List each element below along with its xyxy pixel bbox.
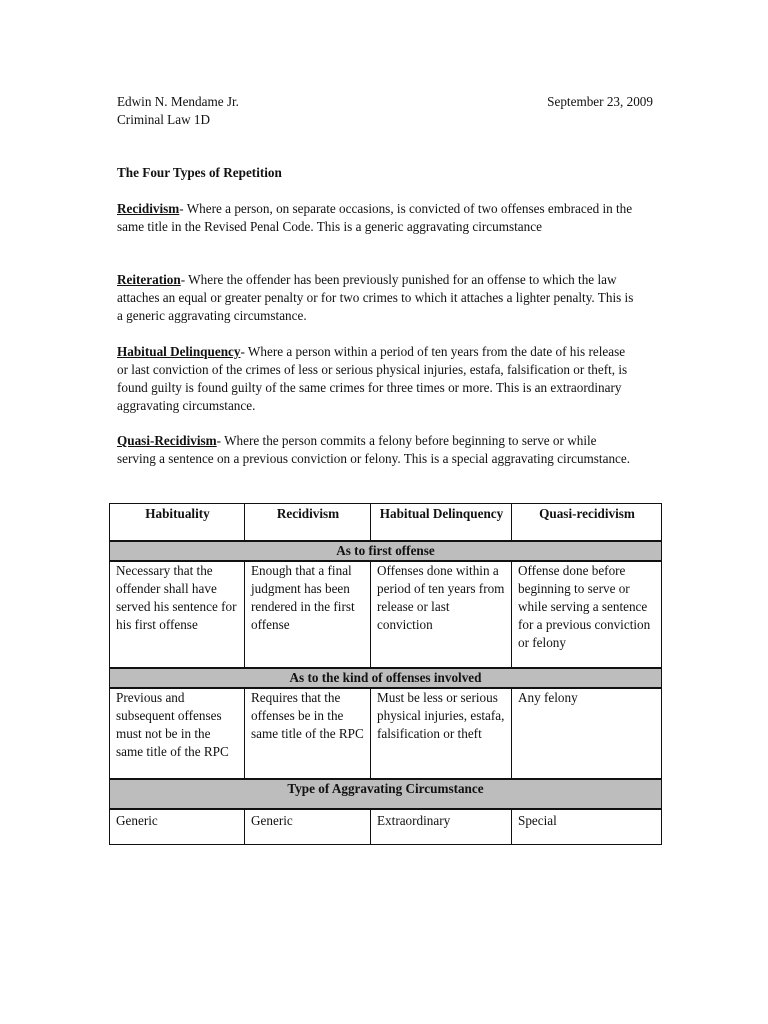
definition-recidivism	[117, 200, 637, 236]
definition-quasi-recidivism	[117, 432, 637, 468]
section-label: As to the kind of offenses involved	[110, 668, 662, 688]
definition-term: Recidivism	[117, 201, 180, 216]
column-header: Quasi-recidivism	[512, 504, 662, 542]
table-row	[110, 809, 662, 845]
table-cell: Any felony	[512, 688, 662, 779]
table-cell: Enough that a final judgment has been rendered in the first offense	[245, 561, 371, 668]
section-row	[110, 668, 662, 688]
section-row	[110, 779, 662, 809]
course-name: Criminal Law 1D	[117, 112, 211, 127]
definition-term: Reiteration	[117, 272, 181, 287]
table-cell: Special	[512, 809, 662, 845]
table-cell: Previous and subsequent offenses must not be in the same title of the RPC	[110, 688, 245, 779]
column-header: Habitual Delinquency	[371, 504, 512, 542]
definition-text: - Where the offender has been previously punished for an offense to which the law attaches an equal or greater penalty or for two crimes to which it attaches a lighter penalty. This is a generic aggravating circumstance.	[117, 272, 634, 323]
section-label: Type of Aggravating Circumstance	[110, 779, 662, 809]
section-row	[110, 541, 662, 561]
table-cell: Requires that the offenses be in the same title of the RPC	[245, 688, 371, 779]
column-header: Recidivism	[245, 504, 371, 542]
table-cell: Extraordinary	[371, 809, 512, 845]
section-label: As to first offense	[110, 541, 662, 561]
table-row	[110, 561, 662, 668]
table-cell: Generic	[245, 809, 371, 845]
table-row	[110, 688, 662, 779]
definition-text: - Where a person, on separate occasions, is convicted of two offenses embraced in the same title in the Revised Penal Code. This is a generic aggravating circumstance	[117, 201, 633, 234]
document-title: The Four Types of Repetition	[117, 165, 282, 180]
table-cell: Must be less or serious physical injuries, estafa, falsification or theft	[371, 688, 512, 779]
table-header-row	[110, 504, 662, 542]
definition-term: Habitual Delinquency	[117, 344, 241, 359]
table-cell: Offenses done within a period of ten years from release or last conviction	[371, 561, 512, 668]
document-date: September 23, 2009	[547, 94, 653, 109]
author-name: Edwin N. Mendame Jr.	[117, 94, 239, 109]
table-cell: Necessary that the offender shall have served his sentence for his first offense	[110, 561, 245, 668]
column-header: Habituality	[110, 504, 245, 542]
comparison-table	[109, 503, 662, 845]
table-cell: Generic	[110, 809, 245, 845]
definition-habitual-delinquency	[117, 343, 637, 415]
definition-term: Quasi-Recidivism	[117, 433, 217, 448]
definition-text: - Where the person commits a felony before beginning to serve or while serving a sentence on a previous conviction or felony. This is a special aggravating circumstance.	[117, 433, 631, 466]
table-cell: Offense done before beginning to serve or while serving a sentence for a previous conviction or felony	[512, 561, 662, 668]
definition-reiteration	[117, 271, 637, 325]
definition-text: - Where a person within a period of ten years from the date of his release or last conviction of the crimes of less or serious physical injuries, estafa, falsification or theft, is found guilty is found guilty of the same crimes for three times or more. This is an extraordinary aggravating circumstance.	[117, 344, 628, 413]
document-header	[117, 93, 653, 129]
